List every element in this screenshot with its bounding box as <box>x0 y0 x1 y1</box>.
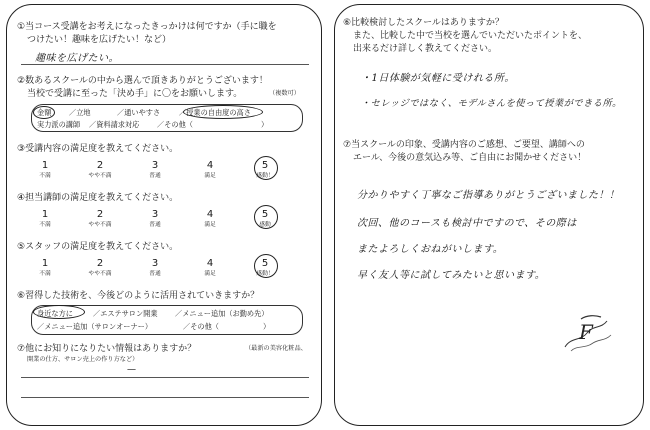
q7-answer-line-2 <box>21 397 309 398</box>
r-q6-text-line3: 出来るだけ詳しく教えてください。 <box>353 44 498 54</box>
q2-option-flexibility: ／授業の自由度の高さ <box>179 108 251 117</box>
q3-rating-4 <box>192 160 228 180</box>
q3-rating-5-number: 5 <box>261 160 269 171</box>
q4-rating-4-label: 満足 <box>204 222 216 228</box>
q2-option-other-close: ） <box>261 120 269 129</box>
q5-rating-1-number: 1 <box>41 258 49 269</box>
q2-option-location: ／立地 <box>69 108 91 117</box>
q4-title: ④担当講師の満足度を教えてください。 <box>17 193 179 203</box>
q5-rating-4 <box>192 258 228 278</box>
q3-rating-4-label: 満足 <box>204 173 216 179</box>
q5-rating-3 <box>137 258 173 278</box>
q2-option-location-label: 立地 <box>76 108 91 117</box>
q5-rating-2-label: やや不満 <box>88 271 112 277</box>
q1-text-line1: ①当コース受講をお考えになったきっかけは何ですか（手に職を <box>17 22 277 32</box>
q5-title: ⑤スタッフの満足度を教えてください。 <box>17 242 179 252</box>
q5-rating-2 <box>82 258 118 278</box>
q2-option-other-label: その他（ <box>164 120 193 129</box>
q7-text-line1: ⑦他にお知りになりたい情報はありますか？ <box>17 344 197 354</box>
q6-option-other: ／その他（ <box>183 322 219 331</box>
q4-rating-1-label: 不満 <box>39 222 51 228</box>
q3-rating-2 <box>82 160 118 180</box>
q1-answer-line <box>21 64 309 65</box>
q3-selected-circle <box>254 156 278 180</box>
q5-rating-4-number: 4 <box>206 258 214 269</box>
q2-selected-circle-price <box>33 106 55 119</box>
q2-option-instructor: 実力派の講師 <box>37 120 81 129</box>
q2-option-other: ／その他（ <box>157 120 193 129</box>
q7-note: （最新の美容化粧品、 <box>245 345 307 352</box>
q7-text-line2: 開業の仕方、サロン売上の作り方など） <box>27 356 139 363</box>
survey-card-right <box>334 4 644 426</box>
q4-rating-4 <box>192 209 228 229</box>
survey-card-left <box>6 4 322 426</box>
q4-rating-2-label: やや不満 <box>88 222 112 228</box>
r-q6-text-line1: ⑥比較検討したスクールはありますか？ <box>343 18 504 28</box>
q5-rating-5-number: 5 <box>261 258 269 269</box>
r-q7-text-line1: ⑦当スクールの印象、受講内容のご感想、ご要望、講師への <box>343 140 585 150</box>
q2-option-brochure-label: 資料請求対応 <box>96 120 140 129</box>
q3-rating-1-number: 1 <box>41 160 49 171</box>
q7-answer-mark: — <box>127 365 137 375</box>
q6-selected-circle <box>33 305 85 319</box>
q2-option-flexibility-label: 授業の自由度の高さ <box>186 108 251 117</box>
q4-rating-2 <box>82 209 118 229</box>
r-q6-answer-1: ・1日体験が気軽に受けれる所。 <box>361 73 515 84</box>
r-q6-answer-2: ・セレッジではなく、モデルさんを使って授業ができる所。 <box>361 98 622 109</box>
q2-option-access: ／通いやすさ <box>117 108 161 117</box>
q2-text-line1: ②数あるスクールの中から選んで頂きありがとうございます！ <box>17 76 268 86</box>
q4-rating-5-label: 感動 <box>259 222 271 228</box>
q6-option-close-people: 身近な方に <box>37 309 73 318</box>
q1-text-line2: つけたい！趣味を広げたい！など） <box>27 35 172 45</box>
q4-rating-5-number: 5 <box>261 209 269 220</box>
q4-rating-3-number: 3 <box>151 209 159 220</box>
q2-option-price: 金額 <box>37 108 52 117</box>
q5-rating-4-label: 満足 <box>204 271 216 277</box>
q3-rating-3-number: 3 <box>151 160 159 171</box>
q1-answer: 趣味を広げたい。 <box>35 53 119 64</box>
q6-option-menu-owner: ／メニュー追加（サロンオーナー） <box>37 322 153 331</box>
r-q6-text-line2: また、比較した中で当校を選んでいただいたポイントを、 <box>353 31 588 41</box>
q3-rating-5-label: 感動！ <box>256 173 274 179</box>
q3-rating-2-number: 2 <box>96 160 104 171</box>
q5-rating-5-label: 感動！ <box>256 271 274 277</box>
q5-rating-2-number: 2 <box>96 258 104 269</box>
q2-text-line2: 当校で受講に至った「決め手」に〇をお願いします。 <box>27 89 243 99</box>
q2-selected-circle-flexibility <box>183 105 263 119</box>
q3-rating-3 <box>137 160 173 180</box>
q2-option-brochure: ／資料請求対応 <box>89 120 140 129</box>
q3-rating-1-label: 不満 <box>39 173 51 179</box>
q4-selected-circle <box>254 205 278 229</box>
q4-rating-2-number: 2 <box>96 209 104 220</box>
r-q7-answer-4: 早く友人等に試してみたいと思います。 <box>357 270 546 281</box>
q5-rating-3-label: 普通 <box>149 271 161 277</box>
q3-rating-4-number: 4 <box>206 160 214 171</box>
q5-rating-1 <box>27 258 63 278</box>
q3-rating-2-label: やや不満 <box>88 173 112 179</box>
r-q7-answer-1: 分かりやすく丁寧なご指導ありがとうございました！！ <box>357 190 620 201</box>
q4-rating-3-label: 普通 <box>149 222 161 228</box>
q6-option-salon-open: ／エステサロン開業 <box>93 309 158 318</box>
q6-option-other-close: ） <box>263 322 271 331</box>
q3-rating-3-label: 普通 <box>149 173 161 179</box>
r-q7-text-line2: エール、今後の意気込み等、ご自由にお聞かせください！ <box>353 153 587 163</box>
r-q7-answer-3: またよろしくおねがいします。 <box>357 244 504 255</box>
q3-rating-1 <box>27 160 63 180</box>
r-q7-answer-2: 次回、他のコースも検討中ですので、その際は <box>357 218 577 229</box>
q6-option-menu-employer: ／メニュー追加（お勤め先） <box>175 309 269 318</box>
q6-title: ⑥習得した技術を、今後どのように活用されていきますか？ <box>17 291 260 301</box>
q4-rating-1-number: 1 <box>41 209 49 220</box>
signature-mark <box>557 307 617 357</box>
q3-title: ③受講内容の満足度を教えてください。 <box>17 144 179 154</box>
q5-rating-1-label: 不満 <box>39 271 51 277</box>
q2-option-access-label: 通いやすさ <box>124 108 161 117</box>
q2-note: （複数可） <box>269 90 300 97</box>
q5-rating-3-number: 3 <box>151 258 159 269</box>
q7-answer-line-1 <box>21 377 309 378</box>
q4-rating-4-number: 4 <box>206 209 214 220</box>
q4-rating-1 <box>27 209 63 229</box>
q4-rating-3 <box>137 209 173 229</box>
signature-letter: F <box>579 320 593 344</box>
q5-selected-circle <box>254 254 278 278</box>
